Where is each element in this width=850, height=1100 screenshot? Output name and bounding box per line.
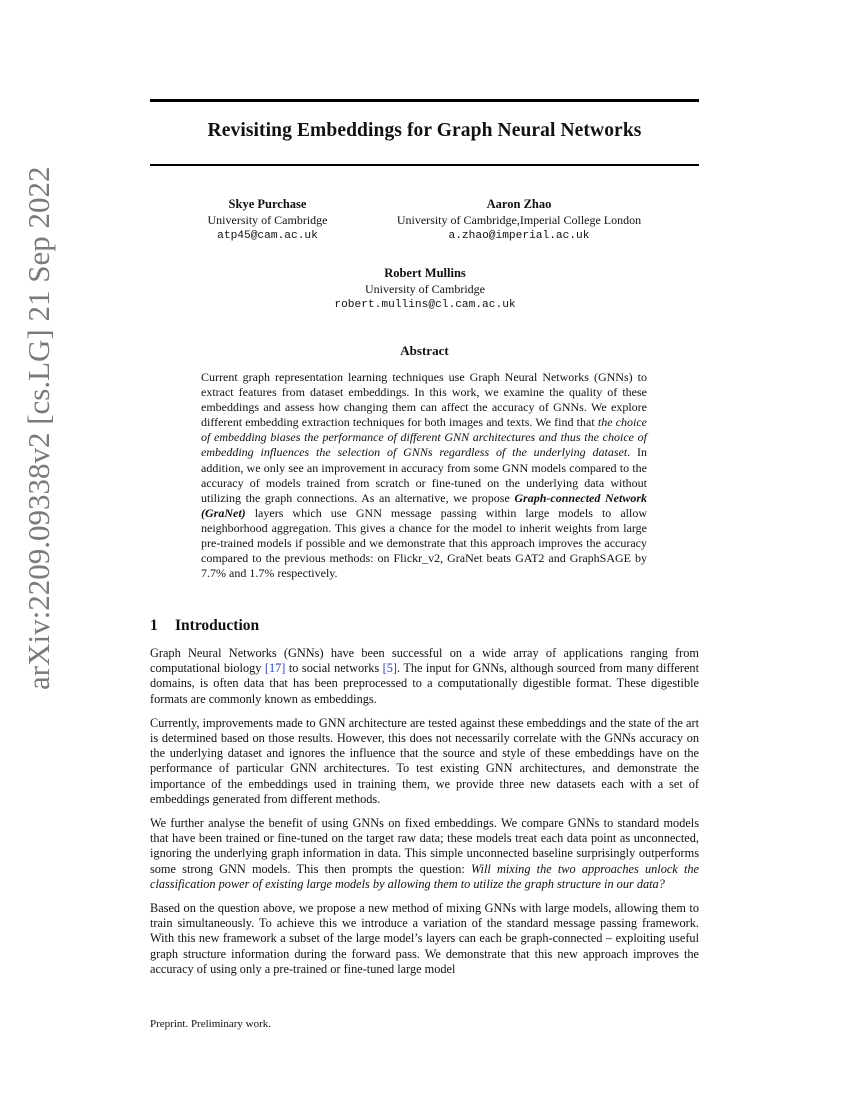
footer-note: Preprint. Preliminary work.: [150, 1018, 271, 1030]
paragraph-text: Graph Neural Networks (GNNs) have been successful on a wide array of applications ranging from computational biology: [150, 646, 699, 676]
paragraph-text: . The input for GNNs, although sourced from many different domains, is often data that has been preprocessed to a computationally digestible format. These digestible formats are commonly known as embeddings.: [150, 661, 699, 706]
title-rule-bottom: [150, 164, 699, 166]
section-number: 1: [150, 617, 158, 634]
paragraph: [150, 816, 699, 892]
abstract-granet-term: Graph-connected Network (GraNet): [201, 490, 647, 520]
abstract-text: layers which use GNN message passing within large models to allow neighborhood aggregation. This gives a chance for the model to inherit weights from large pre-trained models if possible and we demonstrate that this approach improves the accuracy compared to the previous methods: on Flickr_v2, GraNet beats GAT2 and GraphSAGE by 7.7% and 1.7% respectively.: [201, 505, 647, 581]
author-affiliation: University of Cambridge,Imperial College London: [396, 213, 642, 227]
author-email: atp45@cam.ac.uk: [217, 230, 318, 242]
author-name: Robert Mullins: [384, 266, 466, 280]
author-affiliation: University of Cambridge: [365, 282, 485, 296]
citation-link[interactable]: [17]: [264, 661, 286, 676]
author-affiliation: University of Cambridge: [207, 213, 328, 227]
research-question: Will mixing the two approaches unlock the classification power of existing large models by allowing them to utilize the graph structure in our data?: [150, 861, 699, 891]
author-block: [300, 265, 550, 313]
abstract-heading: Abstract: [400, 343, 449, 358]
paragraph-text: We further analyse the benefit of using GNNs on fixed embeddings. We compare GNNs to standard models that have been trained or fine-tuned on the target raw data; these models treat each data point as unconnected, ignoring the underlying graph information in data. This simple unconnected baseline surprisingly outperforms some strong GNN models. This then prompts the question:: [150, 816, 699, 876]
author-email: robert.mullins@cl.cam.ac.uk: [334, 299, 516, 311]
paragraph: [150, 646, 699, 707]
arxiv-sidebar-stamp: arXiv:2209.09338v2 [cs.LG] 21 Sep 2022: [21, 166, 56, 690]
paper-title: Revisiting Embeddings for Graph Neural Networks: [207, 120, 642, 141]
author-block: [185, 196, 350, 244]
paragraph: Currently, improvements made to GNN architecture are tested against these embeddings and the state of the art is determined based on those results. However, this does not necessarily correlate with the GNNs accuracy on the underlying dataset and ignores the influence that the source and style of these embeddings have on the performance of particular GNN architectures. To test existing GNN architectures, and demonstrate the importance of the embeddings used in training them, we provide three new datasets each with a set of embeddings generated from different methods.: [150, 715, 699, 806]
section-heading-introduction: [150, 617, 259, 635]
paragraph-text: to social networks: [285, 661, 383, 676]
author-name: Skye Purchase: [228, 197, 307, 211]
author-email: a.zhao@imperial.ac.uk: [448, 230, 590, 242]
citation-link[interactable]: [5]: [382, 661, 397, 676]
abstract-text: Current graph representation learning techniques use Graph Neural Networks (GNNs) to extract features from dataset embeddings. In this work, we examine the quality of these embeddings and assess how changing them can affect the accuracy of GNNs. We explore different embedding extraction techniques for both images and texts. We find that: [201, 370, 647, 430]
paragraph: Based on the question above, we propose a new method of mixing GNNs with large models, allowing them to train simultaneously. To achieve this we introduce a variation of the standard message passing framework. With this new framework a subset of the large model’s layers can each be graph-connected – exploiting useful graph structure information during the forward pass. We demonstrate that this new approach improves the accuracy of using only a pre-trained or fine-tuned large model: [150, 901, 699, 976]
title-rule-top: [150, 99, 699, 102]
section-title: Introduction: [175, 617, 260, 634]
abstract-italic-finding: the choice of embedding biases the performance of different GNN architectures and thus the choice of embedding influences the selection of GNNs regardless of the underlying dataset: [201, 415, 648, 460]
author-name: Aaron Zhao: [486, 197, 552, 211]
abstract-text: . In addition, we only see an improvement in accuracy from some GNN models compared to the accuracy of models trained from scratch or fine-tuned on the underlying data without utilizing the graph connections. As an alternative, we propose: [201, 445, 647, 505]
abstract-body: [201, 370, 647, 581]
author-block: [388, 196, 650, 244]
introduction-body: [150, 646, 699, 986]
